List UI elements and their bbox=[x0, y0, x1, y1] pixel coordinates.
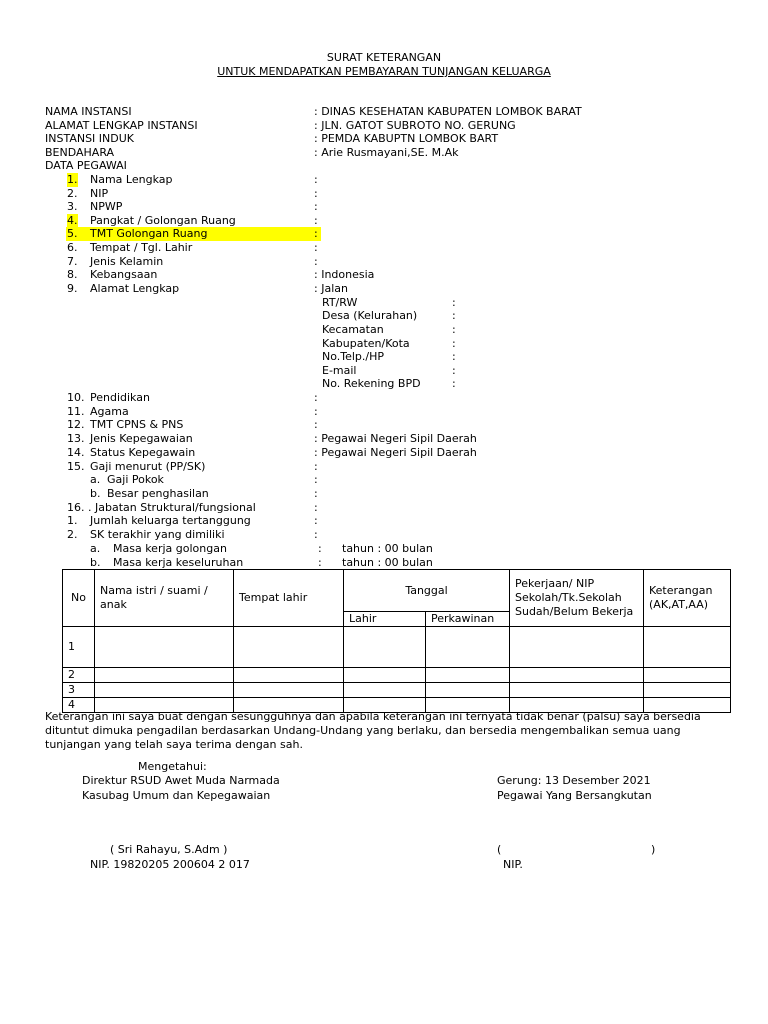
col-header-nama: Nama istri / suami / anak bbox=[95, 570, 234, 627]
header-value-instansi: : DINAS KESEHATAN KABUPATEN LOMBOK BARAT bbox=[314, 105, 582, 118]
row-number: 4 bbox=[63, 698, 95, 713]
item-number: 14. bbox=[67, 446, 85, 459]
statement-line: dituntut dimuka pengadilan berdasarkan Undang-Undang yang berlaku, dan bersedia mengembalikan semua uang bbox=[45, 724, 681, 737]
item-value: : bbox=[314, 227, 318, 240]
table-row bbox=[63, 683, 731, 698]
alamat-label: No. Rekening BPD bbox=[322, 377, 421, 390]
alamat-value: : bbox=[452, 337, 456, 350]
sign-left-nip: NIP. 19820205 200604 2 017 bbox=[90, 858, 250, 871]
alamat-label: RT/RW bbox=[322, 296, 358, 309]
item-number: 5. bbox=[67, 227, 78, 240]
item-number: 1. bbox=[67, 173, 78, 186]
statement-line: tunjangan yang telah saya terima dengan sah. bbox=[45, 738, 303, 751]
item-number: 3. bbox=[67, 200, 78, 213]
item-number: 2. bbox=[67, 528, 78, 541]
col-header-tanggal: Tanggal bbox=[344, 570, 510, 612]
row-number: 3 bbox=[63, 683, 95, 698]
item-label-jabatan: Jabatan Struktural/fungsional bbox=[95, 501, 256, 514]
item-value: : bbox=[314, 173, 318, 186]
sign-mengetahui: Mengetahui: bbox=[138, 760, 207, 773]
statement-line: Keterangan ini saya buat dengan sesungguhnya dan apabila keterangan ini ternyata tidak benar (palsu) saya bersedia bbox=[45, 710, 701, 723]
table-header-row bbox=[63, 570, 731, 612]
header-value-induk: : PEMDA KABUPTN LOMBOK BART bbox=[314, 132, 499, 145]
item-label-alamat: Alamat Lengkap bbox=[90, 282, 180, 295]
gaji-number: a. bbox=[90, 473, 101, 486]
item-number: 1. bbox=[67, 514, 78, 527]
col-header-pekerjaan: Pekerjaan/ NIP Sekolah/Tk.Sekolah Sudah/Belum Bekerja bbox=[510, 570, 644, 627]
gaji-label-pokok: Gaji Pokok bbox=[107, 473, 164, 486]
item-number: 13. bbox=[67, 432, 85, 445]
alamat-label: E-mail bbox=[322, 364, 357, 377]
sign-right-open-paren: ( bbox=[497, 843, 502, 856]
sign-left-subtitle: Kasubag Umum dan Kepegawaian bbox=[82, 789, 271, 802]
sign-left-title: Direktur RSUD Awet Muda Narmada bbox=[82, 774, 280, 787]
document-title: SURAT KETERANGAN bbox=[326, 51, 442, 64]
item-label-kebangsaan: Kebangsaan bbox=[90, 268, 158, 281]
item-value: : bbox=[314, 501, 318, 514]
item-value: : bbox=[314, 418, 318, 431]
row-number: 2 bbox=[63, 668, 95, 683]
header-label-alamat: ALAMAT LENGKAP INSTANSI bbox=[45, 119, 198, 132]
col-header-lahir: Lahir bbox=[344, 612, 426, 627]
item-label-kelamin: Jenis Kelamin bbox=[90, 255, 164, 268]
gaji-number: b. bbox=[90, 487, 101, 500]
table-row bbox=[63, 668, 731, 683]
item-number: 9. bbox=[67, 282, 78, 295]
header-label-induk: INSTANSI INDUK bbox=[45, 132, 135, 145]
item-value: : Jalan bbox=[314, 282, 348, 295]
item-label-gaji: Gaji menurut (PP/SK) bbox=[90, 460, 206, 473]
masa-number: a. bbox=[90, 542, 101, 555]
header-value-bendahara: : Arie Rusmayani,SE. M.Ak bbox=[314, 146, 459, 159]
header-value-alamat: : JLN. GATOT SUBROTO NO. GERUNG bbox=[314, 119, 516, 132]
masa-tahun: tahun : 00 bulan bbox=[342, 556, 433, 569]
item-value: : Indonesia bbox=[314, 268, 375, 281]
alamat-value: : bbox=[452, 377, 456, 390]
alamat-value: : bbox=[452, 350, 456, 363]
header-label-bendahara: BENDAHARA bbox=[45, 146, 115, 159]
masa-label-keseluruhan: Masa kerja keseluruhan bbox=[113, 556, 244, 569]
item-number: 8. bbox=[67, 268, 78, 281]
item-label-nip: NIP bbox=[90, 187, 109, 200]
item-label-status: Status Kepegawain bbox=[90, 446, 196, 459]
item-label-nama: Nama Lengkap bbox=[90, 173, 173, 186]
alamat-label: No.Telp./HP bbox=[322, 350, 385, 363]
item-number: 7. bbox=[67, 255, 78, 268]
alamat-label: Kabupaten/Kota bbox=[322, 337, 410, 350]
alamat-label: Kecamatan bbox=[322, 323, 384, 336]
gaji-value: : bbox=[314, 473, 318, 486]
item-label-jenis-kepegawaian: Jenis Kepegawaian bbox=[90, 432, 193, 445]
item-label-ttl: Tempat / Tgl. Lahir bbox=[90, 241, 193, 254]
gaji-label-penghasilan: Besar penghasilan bbox=[107, 487, 209, 500]
item-number: 2. bbox=[67, 187, 78, 200]
gaji-value: : bbox=[314, 487, 318, 500]
col-header-tempat: Tempat lahir bbox=[234, 570, 344, 627]
masa-value: : bbox=[318, 556, 322, 569]
item-value: : bbox=[314, 514, 318, 527]
header-label-data-pegawai: DATA PEGAWAI bbox=[45, 159, 127, 172]
masa-label-golongan: Masa kerja golongan bbox=[113, 542, 227, 555]
col-header-perkawinan: Perkawinan bbox=[426, 612, 510, 627]
item-label-jumlah-keluarga: Jumlah keluarga tertanggung bbox=[90, 514, 251, 527]
item-value: : bbox=[314, 200, 318, 213]
item-value: : bbox=[314, 214, 318, 227]
item-label-npwp: NPWP bbox=[90, 200, 123, 213]
table-row bbox=[63, 627, 731, 668]
item-value: : Pegawai Negeri Sipil Daerah bbox=[314, 446, 477, 459]
item-number: 15. bbox=[67, 460, 85, 473]
col-header-no: No bbox=[63, 570, 95, 627]
item-value: : bbox=[314, 391, 318, 404]
alamat-value: : bbox=[452, 364, 456, 377]
alamat-value: : bbox=[452, 323, 456, 336]
item-number: 11. bbox=[67, 405, 85, 418]
item-label-pendidikan: Pendidikan bbox=[90, 391, 150, 404]
item-number: 4. bbox=[67, 214, 78, 227]
item-label-tmt-golongan: TMT Golongan Ruang bbox=[90, 227, 208, 240]
item-value: : bbox=[314, 528, 318, 541]
sign-right-nip: NIP. bbox=[503, 858, 523, 871]
masa-tahun: tahun : 00 bulan bbox=[342, 542, 433, 555]
item-label-pangkat: Pangkat / Golongan Ruang bbox=[90, 214, 236, 227]
sign-right-date: Gerung: 13 Desember 2021 bbox=[497, 774, 651, 787]
masa-value: : bbox=[318, 542, 322, 555]
item-value: : bbox=[314, 460, 318, 473]
alamat-value: : bbox=[452, 296, 456, 309]
family-table bbox=[62, 569, 731, 713]
header-label-instansi: NAMA INSTANSI bbox=[45, 105, 132, 118]
masa-number: b. bbox=[90, 556, 101, 569]
item-value: : bbox=[314, 405, 318, 418]
alamat-label: Desa (Kelurahan) bbox=[322, 309, 418, 322]
item-label-sk: SK terakhir yang dimiliki bbox=[90, 528, 225, 541]
sign-right-title: Pegawai Yang Bersangkutan bbox=[497, 789, 652, 802]
item-number: 12. bbox=[67, 418, 85, 431]
document-subtitle: UNTUK MENDAPATKAN PEMBAYARAN TUNJANGAN KELUARGA bbox=[217, 65, 551, 78]
col-header-keterangan: Keterangan (AK,AT,AA) bbox=[644, 570, 731, 627]
item-value: : bbox=[314, 255, 318, 268]
sign-left-name: ( Sri Rahayu, S.Adm ) bbox=[110, 843, 228, 856]
item-value: : bbox=[314, 241, 318, 254]
item-number: 6. bbox=[67, 241, 78, 254]
sign-right-close-paren: ) bbox=[651, 843, 656, 856]
item-value: : bbox=[314, 187, 318, 200]
row-number: 1 bbox=[63, 627, 95, 668]
item-number: 16. . bbox=[67, 501, 92, 514]
alamat-value: : bbox=[452, 309, 456, 322]
item-label-agama: Agama bbox=[90, 405, 129, 418]
item-value: : Pegawai Negeri Sipil Daerah bbox=[314, 432, 477, 445]
item-number: 10. bbox=[67, 391, 85, 404]
item-label-tmt-cpns: TMT CPNS & PNS bbox=[90, 418, 184, 431]
